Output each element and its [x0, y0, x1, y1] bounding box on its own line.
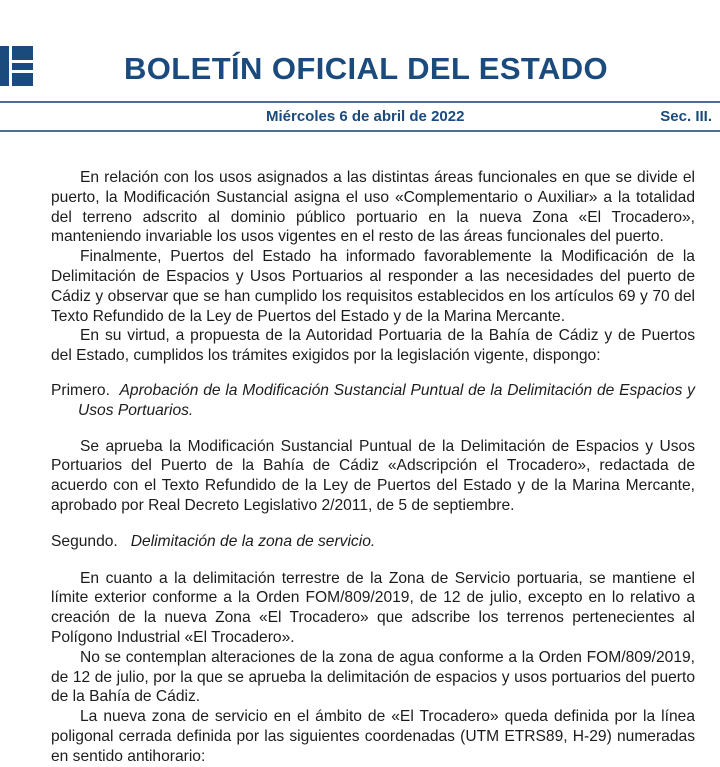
paragraph: En cuanto a la delimitación terrestre de la Zona de Servicio portuaria, se mantiene el límite exterior conforme a la Orden FOM/809/2019, de 12 de julio, excepto en lo relativo a creación de la nueva Zona «El Trocadero» que adscribe los terrenos pertenecientes al Polígono Industrial «El Trocadero». [51, 569, 695, 646]
article-label: Segundo. [51, 532, 118, 550]
article-heading-primero [51, 381, 695, 421]
paragraph: No se contemplan alteraciones de la zona de agua conforme a la Orden FOM/809/2019, de 12 de julio, por la que se aprueba la delimitación de espacios y usos portuarios del puerto de la Bahía de Cádiz. [51, 648, 695, 706]
paragraph: Finalmente, Puertos del Estado ha informado favorablemente la Modificación de la Delimitación de Espacios y Usos Portuarios al responder a las necesidades del puerto de Cádiz y observar que se han cumplido los requisitos establecidos en los artículos 69 y 70 del Texto Refundido de la Ley de Puertos del Estado y de la Marina Mercante. [51, 248, 695, 325]
masthead-title: BOLETÍN OFICIAL DEL ESTADO [124, 51, 609, 86]
publication-date: Miércoles 6 de abril de 2022 [266, 108, 465, 125]
article-title: Aprobación de la Modificación Sustancial Puntual de la Delimitación de Espacios y Usos Portuarios. [78, 381, 695, 419]
article-title: Delimitación de la zona de servicio. [130, 532, 376, 550]
section-label: Sec. III. [660, 108, 712, 125]
paragraph: En relación con los usos asignados a las distintas áreas funcionales en que se divide el puerto, la Modificación Sustancial asigna el uso «Complementario o Auxiliar» a la totalidad del terreno adscrito al dominio público portuario en la nueva Zona «El Trocadero», manteniendo invariable los usos vigentes en el resto de las áreas funcionales del puerto. [51, 169, 695, 246]
header-rule-top [0, 101, 720, 103]
paragraph: Se aprueba la Modificación Sustancial Puntual de la Delimitación de Espacios y Usos Portuarios del Puerto de la Bahía de Cádiz «Adscripción el Trocadero», redactada de acuerdo con el Texto Refundido de la Ley de Puertos del Estado y de la Marina Mercante, aprobado por Real Decreto Legislativo 2/2011, de 5 de septiembre. [51, 437, 695, 514]
paragraph: En su virtud, a propuesta de la Autoridad Portuaria de la Bahía de Cádiz y de Puertos del Estado, cumplidos los trámites exigidos por la legislación vigente, dispongo: [51, 327, 695, 365]
header-rule-bottom [0, 130, 720, 132]
paragraph: La nueva zona de servicio en el ámbito de «El Trocadero» queda definida por la línea poligonal cerrada definida por las siguientes coordenadas (UTM ETRS89, H-29) numeradas en sentido antihorario: [51, 708, 695, 765]
document-body [51, 168, 695, 767]
boe-logo [0, 46, 33, 86]
article-label: Primero. [51, 381, 110, 399]
article-heading-segundo [51, 532, 695, 552]
